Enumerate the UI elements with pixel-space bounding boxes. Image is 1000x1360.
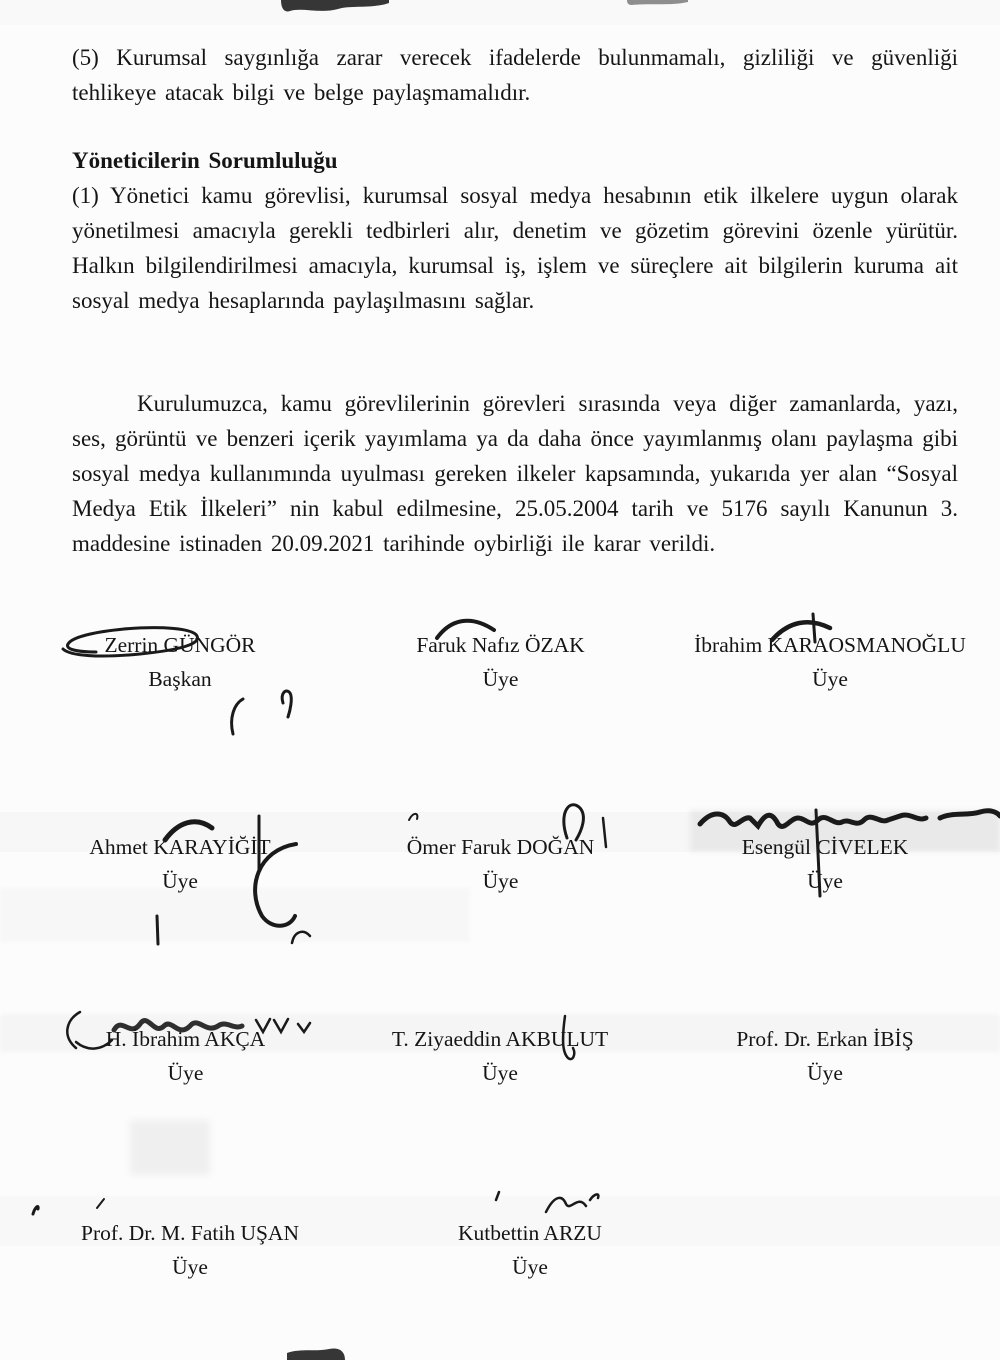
signature-block (400, 1216, 660, 1284)
scan-shading (130, 1120, 210, 1175)
signatory-title: Üye (482, 667, 519, 691)
signature-mark (33, 1199, 104, 1214)
decision-paragraph: Kurulumuzca, kamu görevlilerinin görevleri sırasında veya diğer zamanlarda, yazı, ses, görüntü ve benzeri içerik yayımlama ya da daha önce yayımlanmış olanı paylaşma gibi sosyal medya kullanımında uyulması gereken ilkeler kapsamında, yukarıda yer alan “Sosyal Medya Etik İlkeleri” nin kabul edilmesine, 25.05.2004 tarih ve 5176 sayılı Kanunun 3. maddesine istinaden 20.09.2021 tarihinde oybirliği ile karar verildi. (72, 391, 958, 556)
signatory-title: Üye (172, 1255, 208, 1279)
signature-block (58, 1022, 313, 1090)
signatory-title: Üye (482, 1061, 518, 1085)
signatory-name: İbrahim KARAOSMANOĞLU (694, 633, 966, 657)
signatory-name: Ömer Faruk DOĞAN (406, 835, 595, 859)
signature-block (660, 628, 1000, 696)
signatory-title: Üye (807, 869, 843, 893)
signatory-name: Kutbettin ARZU (458, 1221, 602, 1245)
signatory-name: H. İbrahim AKÇA (105, 1027, 266, 1051)
paragraph-5: (5) Kurumsal saygınlığa zarar verecek ifadelerde bulunmamalı, gizliliği ve güvenliği tehlikeye atacak bilgi ve belge paylaşmamalıdır. (72, 45, 958, 105)
signatory-name: Faruk Nafız ÖZAK (416, 633, 585, 657)
signature-block (700, 830, 950, 898)
signatory-name: Esengül CİVELEK (741, 835, 909, 859)
signature-block (375, 1022, 625, 1090)
scan-shading (0, 0, 1000, 25)
signatory-name: Prof. Dr. M. Fatih UŞAN (80, 1221, 299, 1245)
section-heading: Yöneticilerin Sorumluluğu (72, 148, 338, 173)
signatory-title: Üye (482, 869, 519, 893)
signatory-name: T. Ziyaeddin AKBULUT (391, 1027, 609, 1051)
signatory-title: Üye (812, 667, 848, 691)
signatory-name: Zerrin GÜNGÖR (104, 633, 256, 657)
paragraph-1: (1) Yönetici kamu görevlisi, kurumsal sosyal medya hesabının etik ilkelere uygun olarak yönetilmesi amacıyla gerekli tedbirleri alır, denetim ve gözetim görevini özenle yürütür. Halkın bilgilendirilmesi amacıyla, kurumsal iş, işlem ve süreçlere ait bilgilerin kuruma ait sosyal medya hesaplarında paylaşılmasını sağlar. (72, 183, 958, 313)
signature-block (55, 628, 305, 696)
scan-artifact (287, 1348, 345, 1360)
signatory-name: Prof. Dr. Erkan İBİŞ (736, 1027, 914, 1051)
signatory-name: Ahmet KARAYİĞİT (89, 835, 271, 859)
signature-mark (157, 916, 310, 944)
signatory-title: Üye (807, 1061, 843, 1085)
signature-block (378, 830, 623, 898)
signatory-title: Üye (512, 1255, 548, 1279)
signature-block (60, 1216, 320, 1284)
signature-block (700, 1022, 950, 1090)
signature-block (55, 830, 305, 898)
signatory-title: Başkan (148, 667, 212, 691)
signatory-title: Üye (162, 869, 198, 893)
signature-mark (496, 1192, 598, 1212)
document-body (72, 40, 958, 561)
signature-block (378, 628, 623, 696)
signatory-title: Üye (167, 1061, 204, 1085)
scan-artifact (281, 0, 688, 11)
